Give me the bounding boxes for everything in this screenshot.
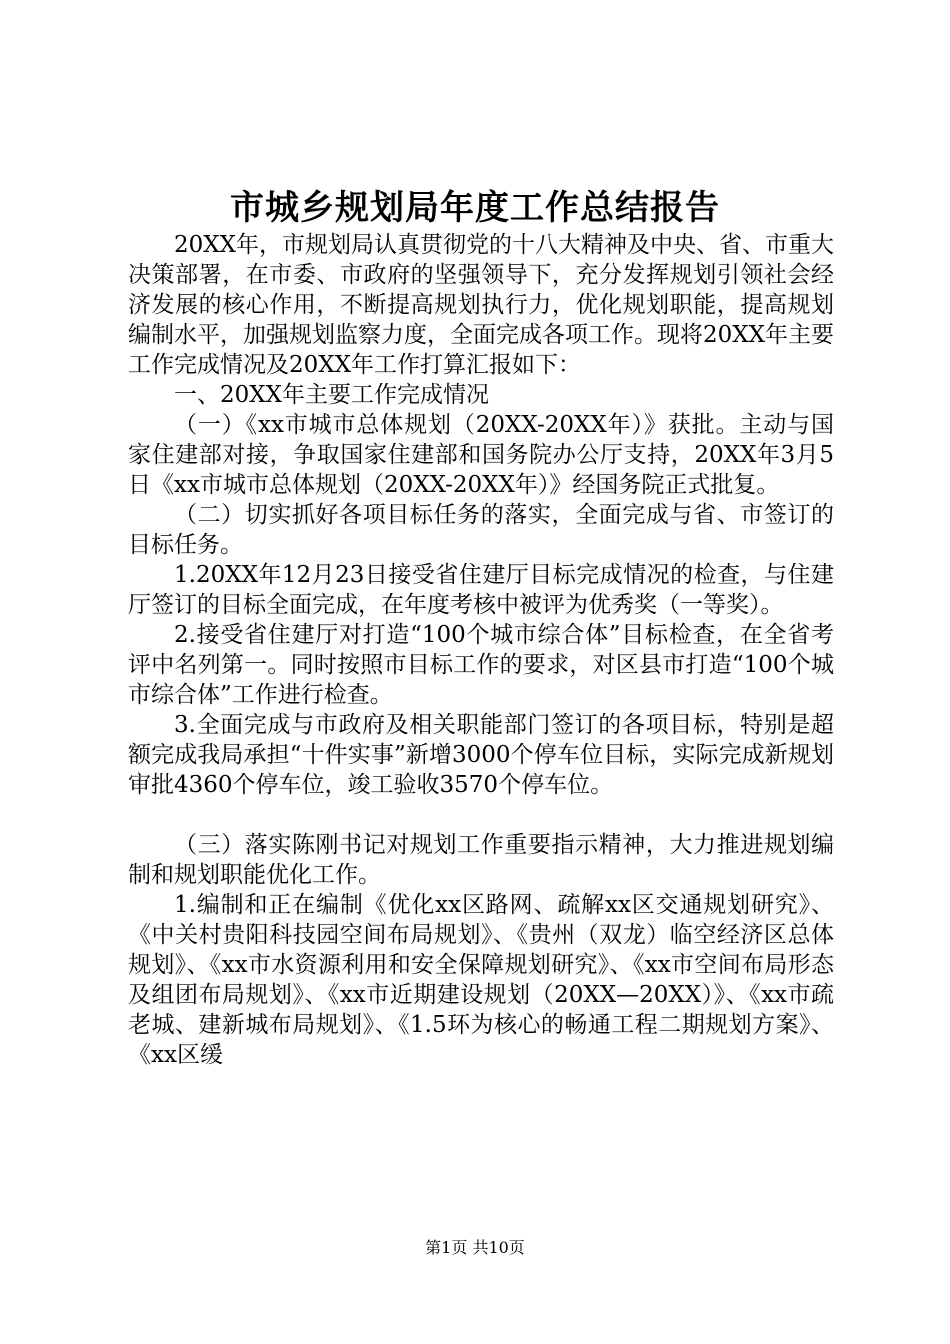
intro-paragraph: 20XX年，市规划局认真贯彻党的十八大精神及中央、省、市重大决策部署，在市委、市政府的坚强领导下，充分发挥规划引领社会经济发展的核心作用，不断提高规划执行力，优化规划职能，提高规划编制水平，加强规划监察力度，全面完成各项工作。现将20XX年主要工作完成情况及20XX年工作打算汇报如下： (128, 232, 835, 378)
section-heading: 一、20XX年主要工作完成情况 (174, 382, 490, 408)
subsection-1-paragraph: （一）《xx市城市总体规划（20XX-20XX年）》获批。主动与国家住建部对接，争取国家住建部和国务院办公厅支持，20XX年3月5日《xx市城市总体规划（20XX-20XX年）》经国务院正式批复。 (128, 412, 834, 498)
page-number-footer: 第1页 共10页 (425, 1238, 525, 1257)
item-4-paragraph: 1.编制和正在编制《优化xx区路网、疏解xx区交通规划研究》、《中关村贵阳科技园空间布局规划》、《贵州（双龙）临空经济区总体规划》、《xx市水资源利用和安全保障规划研究》、《xx市空间布局形态及组团布局规划》、《xx市近期建设规划（20XX—20XX）》、《xx市疏老城、建新城布局规划》、《1.5环为核心的畅通工程二期规划方案》、《xx区缓 (128, 892, 834, 1068)
item-2-paragraph: 2.接受省住建厅对打造“100个城市综合体”目标检查，在全省考评中名列第一。同时按照市目标工作的要求，对区县市打造“100个城市综合体”工作进行检查。 (128, 622, 834, 708)
document-body (128, 230, 834, 1070)
subsection-3-paragraph: （三）落实陈刚书记对规划工作重要指示精神，大力推进规划编制和规划职能优化工作。 (128, 832, 834, 888)
document-title: 市城乡规划局年度工作总结报告 (230, 188, 720, 228)
item-1-paragraph: 1.20XX年12月23日接受省住建厅目标完成情况的检查，与住建厅签订的目标全面完成，在年度考核中被评为优秀奖（一等奖）。 (128, 562, 834, 618)
subsection-2-paragraph: （二）切实抓好各项目标任务的落实，全面完成与省、市签订的目标任务。 (128, 502, 834, 558)
item-3-paragraph: 3.全面完成与市政府及相关职能部门签订的各项目标，特别是超额完成我局承担“十件实事”新增3000个停车位目标，实际完成新规划审批4360个停车位，竣工验收3570个停车位。 (128, 712, 834, 798)
